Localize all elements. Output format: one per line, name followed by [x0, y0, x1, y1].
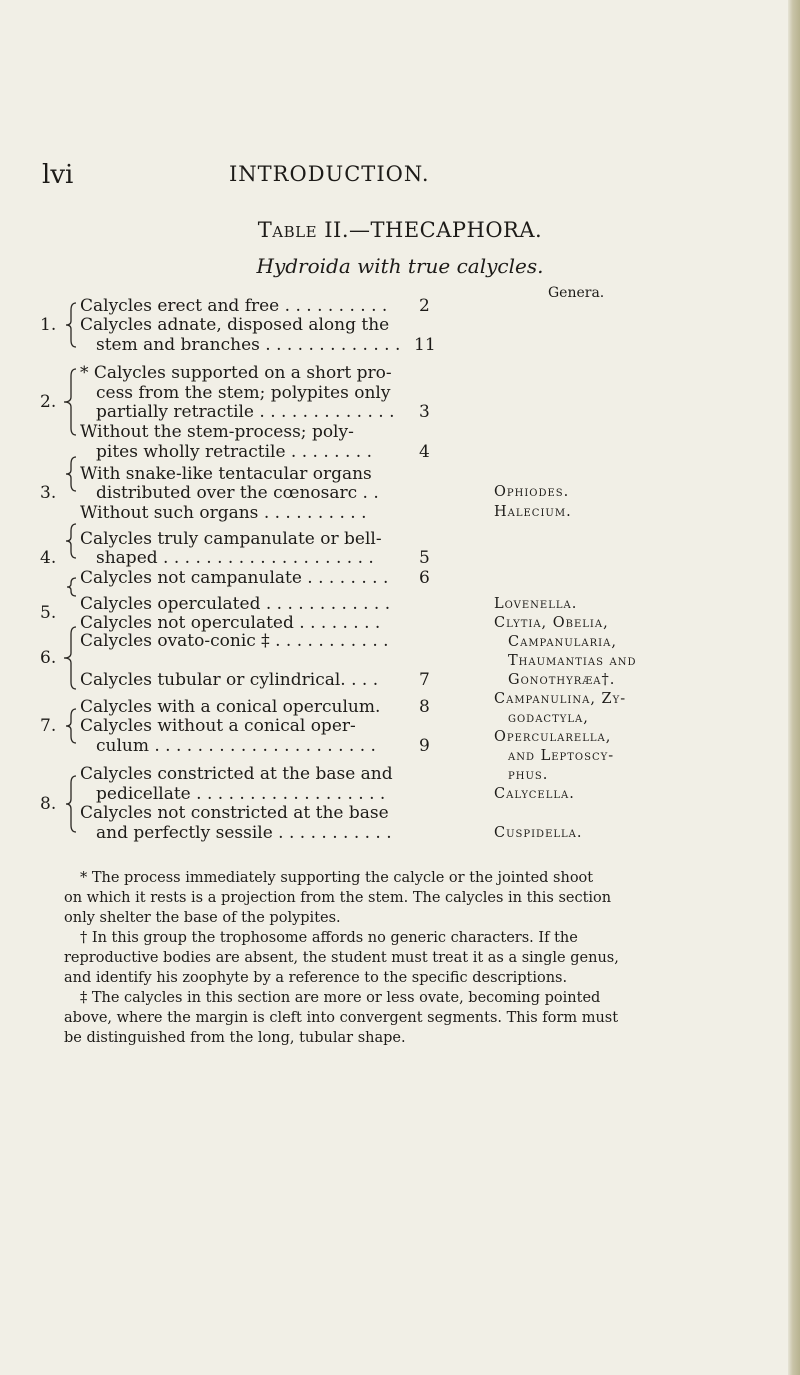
footnote-line: † In this group the trophosome affords no generic characters. If the	[80, 930, 578, 946]
genus-name: and Leptoscy-	[508, 748, 615, 764]
table-line: Calycles operculated . . . . . . . . . . . .	[80, 594, 391, 614]
table-line: Calycles without a conical oper-	[80, 716, 356, 736]
ref-number: 9	[419, 736, 430, 756]
brace-1	[66, 303, 76, 347]
ref-number: 5	[419, 548, 430, 568]
brace-2	[64, 369, 76, 435]
table-line: stem and branches . . . . . . . . . . . . .	[96, 335, 401, 355]
table-line: Calycles tubular or cylindrical. . . .	[80, 670, 379, 690]
table-line: Calycles not operculated . . . . . . . .	[80, 613, 381, 633]
brace-7	[66, 709, 76, 743]
table-line: Calycles constricted at the base and	[80, 764, 393, 784]
table-line: culum . . . . . . . . . . . . . . . . . . . . .	[96, 736, 376, 756]
table-line: partially retractile . . . . . . . . . . . . .	[96, 402, 395, 422]
table-line: Without the stem-process; poly-	[80, 422, 354, 442]
genus-name: Calycella.	[494, 786, 575, 802]
group-number: 4.	[40, 548, 57, 568]
footnote-line: reproductive bodies are absent, the student must treat it as a single genus,	[64, 950, 619, 966]
ref-number: 7	[419, 670, 430, 690]
table-line: Calycles erect and free . . . . . . . . . .	[80, 296, 388, 316]
ref-number: 2	[419, 296, 430, 316]
brace-6	[64, 627, 76, 689]
brace-8	[66, 776, 76, 832]
table-line: pites wholly retractile . . . . . . . .	[96, 442, 372, 462]
ref-number: 4	[419, 442, 430, 462]
group-number: 7.	[40, 716, 57, 736]
page-number: lvi	[42, 160, 74, 190]
genus-name: Ophiodes.	[494, 484, 570, 500]
table-line: distributed over the cœnosarc . .	[96, 483, 379, 503]
table-line: and perfectly sessile . . . . . . . . . . .	[96, 823, 392, 843]
genus-name: Campanularia,	[508, 634, 617, 650]
table-line: Calycles not campanulate . . . . . . . .	[80, 568, 389, 588]
table-line: pedicellate . . . . . . . . . . . . . . . . . .	[96, 784, 386, 804]
footnote-line: be distinguished from the long, tubular shape.	[64, 1030, 406, 1046]
table-line: Without such organs . . . . . . . . . .	[80, 503, 367, 523]
group-number: 5.	[40, 603, 57, 623]
genus-name: Cuspidella.	[494, 825, 583, 841]
group-number: 8.	[40, 794, 57, 814]
ref-number: 3	[419, 402, 430, 422]
genus-name: Opercularella,	[494, 729, 612, 745]
genus-name: Clytia, Obelia,	[494, 615, 609, 631]
group-number: 6.	[40, 648, 57, 668]
table-subtitle: Hydroida with true calycles.	[256, 254, 544, 278]
footnote-line: only shelter the base of the polypites.	[64, 910, 341, 926]
brace-4	[66, 524, 76, 558]
table-line: Calycles adnate, disposed along the	[80, 315, 390, 335]
footnote-line: ‡ The calycles in this section are more or less ovate, becoming pointed	[80, 990, 601, 1006]
genus-name: Gonothyræa†.	[508, 672, 616, 688]
table-line: Calycles not constricted at the base	[80, 803, 389, 823]
footnote-line: on which it rests is a projection from the stem. The calycles in this section	[64, 890, 612, 906]
brace-5	[67, 578, 76, 596]
group-number: 1.	[40, 315, 57, 335]
table-line: cess from the stem; polypites only	[96, 383, 391, 403]
genus-name: phus.	[508, 767, 549, 783]
table-line: With snake-like tentacular organs	[80, 464, 372, 484]
footnote-line: * The process immediately supporting the calycle or the jointed shoot	[80, 870, 594, 886]
ref-number: 8	[419, 697, 430, 717]
table-line: Calycles with a conical operculum.	[80, 697, 381, 717]
group-number: 2.	[40, 392, 57, 412]
footnote-line: above, where the margin is cleft into convergent segments. This form must	[64, 1010, 619, 1026]
table-line: Calycles truly campanulate or bell-	[80, 529, 382, 549]
table-line: * Calycles supported on a short pro-	[80, 363, 392, 383]
footnote-line: and identify his zoophyte by a reference to the specific descriptions.	[64, 970, 568, 986]
table-line: shaped . . . . . . . . . . . . . . . . . . . .	[96, 548, 374, 568]
genus-name: Halecium.	[494, 504, 572, 520]
genus-name: Thaumantias and	[508, 653, 637, 669]
group-number: 3.	[40, 483, 57, 503]
ref-number: 11	[414, 335, 436, 355]
table-line: Calycles ovato-conic ‡ . . . . . . . . . . .	[80, 631, 389, 651]
genera-heading: Genera.	[548, 285, 605, 301]
table-title	[0, 218, 800, 242]
genus-name: Campanulina, Zy-	[494, 691, 627, 707]
running-head: INTRODUCTION.	[229, 162, 430, 186]
brace-3	[66, 457, 76, 491]
page-edge	[788, 0, 800, 1375]
table-title-main: THECAPHORA.	[370, 218, 543, 242]
genus-name: godactyla,	[508, 710, 589, 726]
ref-number: 6	[419, 568, 430, 588]
genus-name: Lovenella.	[494, 596, 578, 612]
table-title-prefix: Table II.—	[257, 218, 371, 242]
